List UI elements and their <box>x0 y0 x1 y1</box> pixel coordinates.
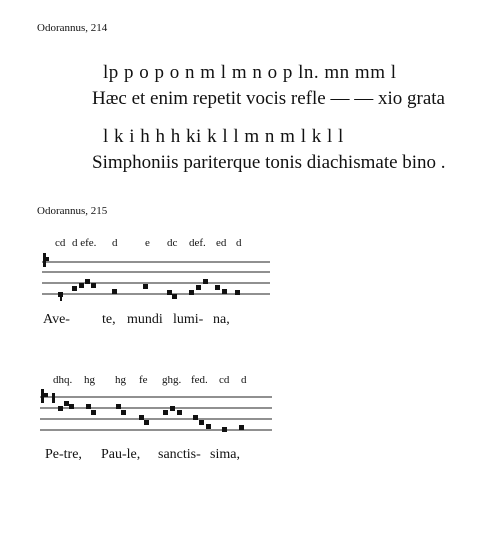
neume-letter: dhq. <box>53 374 73 386</box>
neume-letter: fed. <box>191 374 208 386</box>
lyric-syllable: lumi- <box>173 312 204 327</box>
verse-line-1: Hæc et enim repetit vocis refle — — xio grata <box>92 88 445 109</box>
neume-letter: cd <box>55 237 66 249</box>
clef-2 <box>41 389 55 403</box>
neume-letter: ed <box>216 237 227 249</box>
lyric-syllable: te, <box>102 312 116 327</box>
lyric-syllable: sima, <box>210 447 240 462</box>
neume-letter: e <box>145 237 150 249</box>
staff-2 <box>40 397 272 430</box>
neume-letter: def. <box>189 237 206 249</box>
caption-214: Odorannus, 214 <box>37 22 108 34</box>
verse-line-2: Simphoniis pariterque tonis diachismate bino . <box>92 152 446 173</box>
lyric-syllable: sanctis- <box>158 447 201 462</box>
neume-letter: d <box>112 237 118 249</box>
lyric-syllable: na, <box>213 312 230 327</box>
lyric-syllable: Pe-tre, <box>45 447 82 462</box>
neume-letter: cd <box>219 374 230 386</box>
lyric-syllable: Pau-le, <box>101 447 141 462</box>
neume-notes-staff-1 <box>58 279 240 301</box>
neume-letter: d efe. <box>72 237 97 249</box>
neume-letter: d <box>236 237 242 249</box>
clef-1 <box>43 253 49 267</box>
neume-letter: d <box>241 374 247 386</box>
lyric-syllable: mundi <box>127 312 163 327</box>
pitch-letters-line-1: lp p o p o n m l m n o p ln. mn mm l <box>103 62 397 83</box>
lyric-syllable: Ave- <box>43 312 70 327</box>
pitch-letters-line-2: l k i h h h ki k l l m n m l k l l <box>103 126 344 147</box>
neume-letter: ghg. <box>162 374 182 386</box>
neume-letter: fe <box>139 374 148 386</box>
neume-notes-staff-2 <box>58 401 244 432</box>
neume-letter: hg <box>115 374 126 386</box>
neume-letter: dc <box>167 237 178 249</box>
neume-letter: hg <box>84 374 95 386</box>
caption-215: Odorannus, 215 <box>37 205 108 217</box>
